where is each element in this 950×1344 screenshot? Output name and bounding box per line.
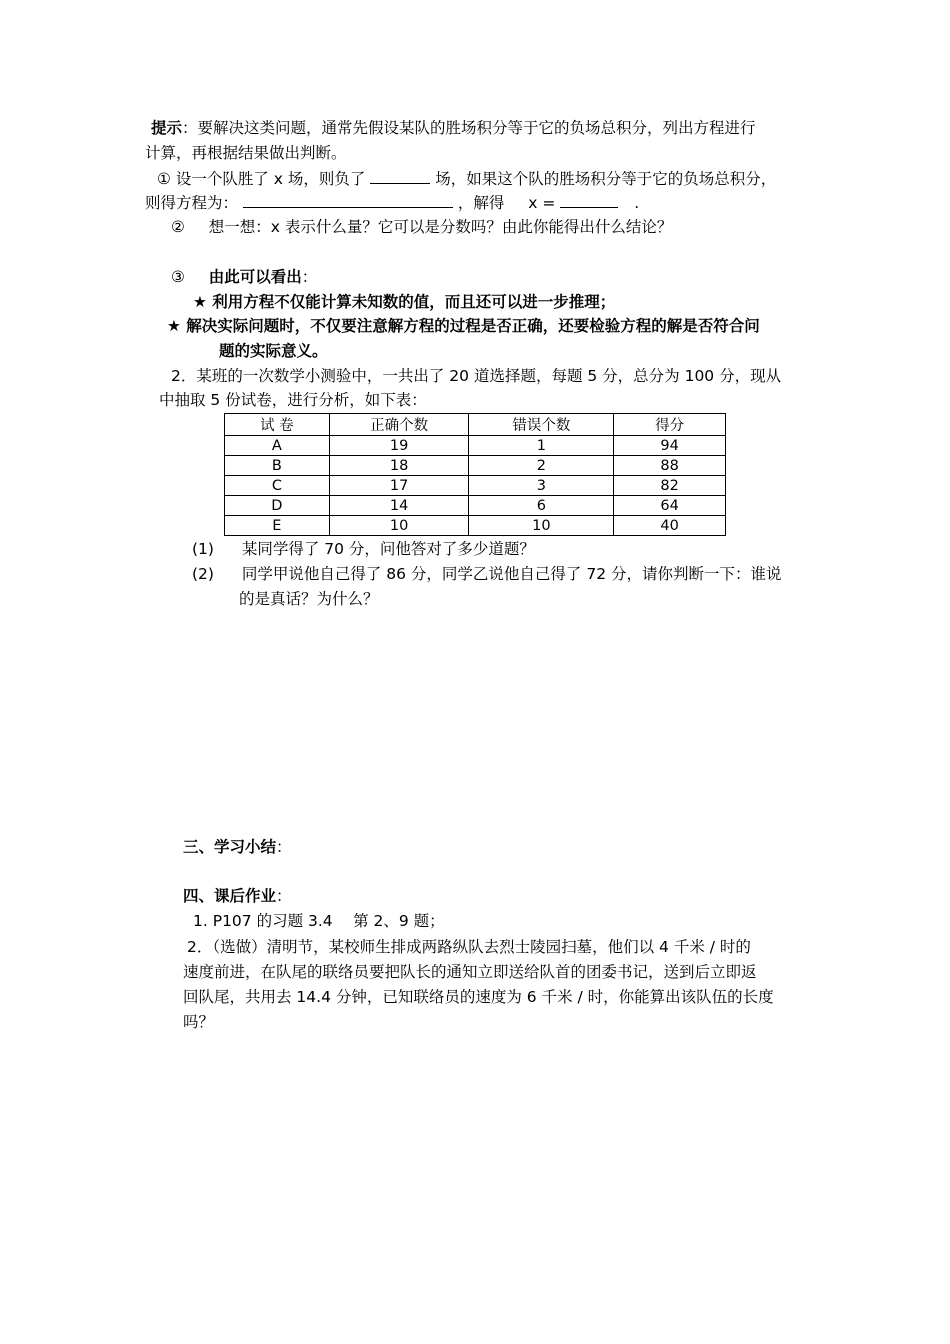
question-1-text: 某同学得了 70 分，问他答对了多少道题？: [241, 540, 535, 558]
header-paper: 试 卷: [225, 414, 330, 436]
table-row: [225, 496, 726, 516]
answer-blank-losses[interactable]: [370, 168, 430, 184]
step1-text-d: ，解得: [457, 194, 505, 212]
table-cell: D: [225, 496, 330, 516]
score-table: [224, 413, 726, 536]
header-correct: 正确个数: [329, 414, 469, 436]
step2-line: [171, 217, 672, 237]
table-header-row: [225, 414, 726, 436]
table-cell: 19: [329, 436, 469, 456]
step3-point-2-line-2: 题的实际意义。: [219, 342, 328, 360]
problem2-line-2: 中抽取 5 份试卷，进行分析，如下表：: [159, 391, 427, 409]
table-cell: 88: [614, 456, 726, 476]
hint-line-1: [151, 118, 756, 138]
problem2-line-1: 2．某班的一次数学小测验中，一共出了 20 道选择题，每题 5 分，总分为 100 分，现从: [171, 367, 782, 385]
homework-item-1: 1. P107 的习题 3.4 第 2、9 题；: [193, 912, 445, 930]
hint-line-2: 计算，再根据结果做出判断。: [145, 144, 347, 162]
step3-point-1: ★ 利用方程不仅能计算未知数的值，而且还可以进一步推理；: [193, 293, 616, 311]
question-2: [192, 564, 782, 584]
step3-marker: ③: [171, 268, 185, 286]
homework-item-2-line-3: 回队尾，共用去 14.4 分钟，已知联络员的速度为 6 千米 / 时，你能算出该队伍的长度: [183, 988, 774, 1006]
table-cell: 14: [329, 496, 469, 516]
step2-marker: ②: [171, 218, 185, 236]
hint-text-1: ：要解决这类问题，通常先假设某队的胜场积分等于它的负场总积分，列出方程进行: [182, 119, 756, 137]
step1-line-1: [157, 168, 776, 189]
hint-label: 提示: [151, 119, 183, 137]
step1-text-b: 场，如果这个队的胜场积分等于它的负场总积分，: [435, 170, 777, 188]
section-3-colon: ：: [276, 838, 292, 856]
table-row: [225, 476, 726, 496]
table-cell: 3: [469, 476, 614, 496]
table-cell: E: [225, 516, 330, 536]
question-2-text: 同学甲说他自己得了 86 分，同学乙说他自己得了 72 分，请你判断一下：谁说: [241, 565, 782, 583]
table-cell: 1: [469, 436, 614, 456]
step3-point-2-line-1: ★ 解决实际问题时，不仅要注意解方程的过程是否正确，还要检验方程的解是否符合问: [167, 317, 760, 335]
table-cell: 10: [469, 516, 614, 536]
table-cell: 40: [614, 516, 726, 536]
homework-item-2-line-2: 速度前进，在队尾的联络员要把队长的通知立即送给队首的团委书记，送到后立即返: [183, 963, 757, 981]
header-score: 得分: [614, 414, 726, 436]
section-4-colon: ：: [276, 887, 292, 905]
section-4-heading: [183, 886, 292, 906]
table-row: [225, 456, 726, 476]
table-cell: 2: [469, 456, 614, 476]
section-4-title: 四、课后作业: [183, 887, 277, 905]
table-cell: 17: [329, 476, 469, 496]
step2-text: 想一想：x 表示什么量？它可以是分数吗？由此你能得出什么结论？: [208, 218, 673, 236]
table-row: [225, 516, 726, 536]
table-row: [225, 436, 726, 456]
table-cell: B: [225, 456, 330, 476]
question-1-number: (1): [192, 540, 214, 558]
table-cell: 94: [614, 436, 726, 456]
header-wrong: 错误个数: [469, 414, 614, 436]
question-2-line-2: 的是真话？为什么？: [239, 590, 379, 608]
step3-title: 由此可以看出: [208, 268, 302, 286]
step1-text-f: .: [634, 194, 640, 212]
step1-marker: ①: [157, 170, 171, 188]
step1-text-c: 则得方程为：: [145, 194, 239, 212]
table-cell: 64: [614, 496, 726, 516]
table-cell: 10: [329, 516, 469, 536]
homework-item-2-line-4: 吗？: [183, 1013, 215, 1031]
step3-line: [171, 267, 317, 287]
table-cell: 6: [469, 496, 614, 516]
table-cell: C: [225, 476, 330, 496]
section-3-title: 三、学习小结: [183, 838, 277, 856]
step1-line-2: [145, 192, 639, 213]
table-cell: A: [225, 436, 330, 456]
question-1: [192, 539, 535, 559]
step1-text-a: 设一个队胜了 x 场，则负了: [175, 170, 366, 188]
answer-blank-x[interactable]: [560, 192, 618, 208]
question-2-number: (2): [192, 565, 214, 583]
step1-text-e: x =: [528, 194, 556, 212]
step3-colon: ：: [301, 268, 318, 286]
table-cell: 18: [329, 456, 469, 476]
section-3-heading: [183, 837, 292, 857]
homework-item-2-line-1: 2．（选做）清明节，某校师生排成两路纵队去烈士陵园扫墓，他们以 4 千米 / 时的: [187, 938, 751, 956]
answer-blank-equation[interactable]: [243, 192, 453, 208]
table-cell: 82: [614, 476, 726, 496]
